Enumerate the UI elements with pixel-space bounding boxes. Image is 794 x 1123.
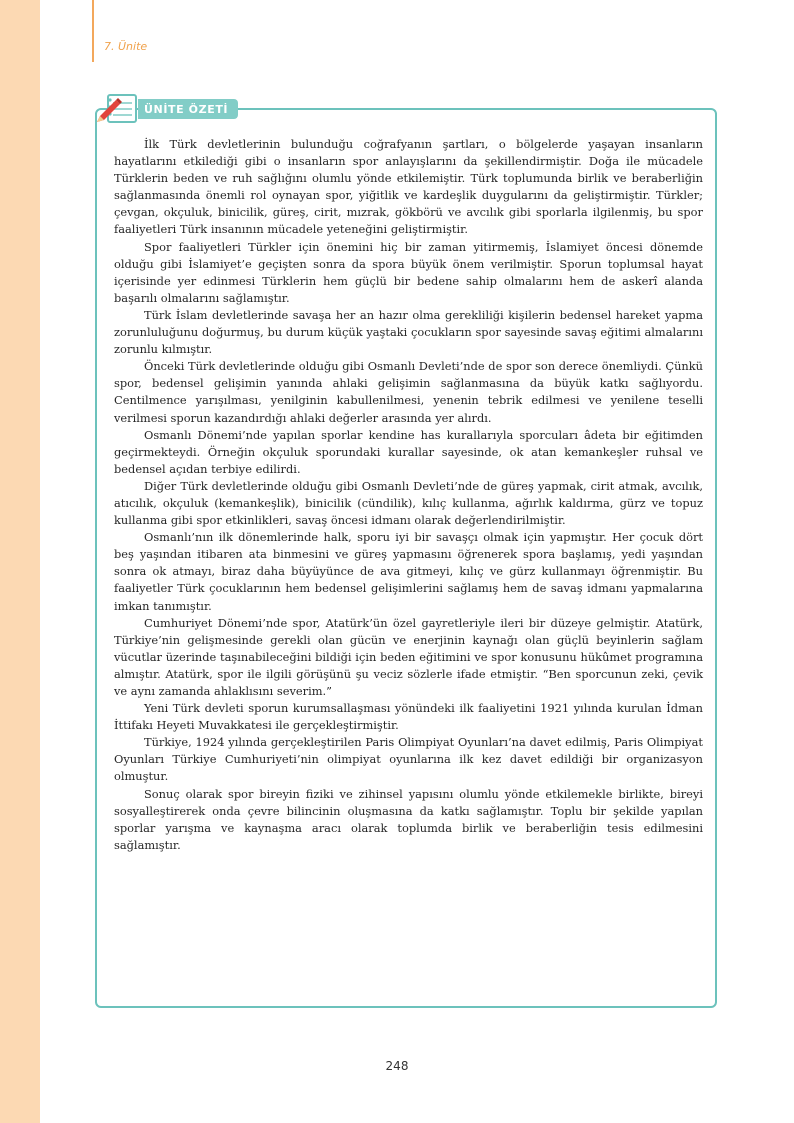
summary-heading: ÜNİTE ÖZETİ xyxy=(144,102,229,116)
summary-paragraph: Cumhuriyet Dönemi’nde spor, Atatürk’ün özel gayretleriyle ileri bir düzeye gelmiştir. Atatürk, Türkiye’nin gelişmesinde gerekli olan gücün ve enerjinin kaynağı olan güçlü beyinlerin sağlam vücutlar üzerinde taşınabileceğini bildiği için beden eğitimini ve spor konusunu hükûmet programına almıştır. Atatürk, spor ile ilgili görüşünü şu veciz sözlerle ifade etmiştir. “Ben sporcunun zeki, çevik ve aynı zamanda ahlaklısını severim.” xyxy=(114,615,703,698)
summary-heading-tab xyxy=(138,99,238,119)
summary-paragraph: Osmanlı’nın ilk dönemlerinde halk, sporu iyi bir savaşçı olmak için yapmıştır. Her çocuk dört beş yaşından itibaren ata binmesini ve güreş yapmasını öğrenerek spora başlamış, yedi yaşından sonra ok atmayı, biraz daha büyüyünce de ava gitmeyi, kılıç ve gürz kullanmayı öğrenmiştir. Bu faaliyetler Türk çocuklarının hem bedensel gelişimlerini sağlamış hem de savaş idmanı yapmalarına imkan tanımıştır. xyxy=(114,530,703,613)
summary-paragraph: Türkiye, 1924 yılında gerçekleştirilen Paris Olimpiyat Oyunları’na davet edilmiş, Paris Olimpiyat Oyunları Türkiye Cumhuriyeti’nin olimpiyat oyunlarına ilk kez davet edildiği bir organizasyon olmuştur. xyxy=(114,735,703,784)
summary-paragraph: Diğer Türk devletlerinde olduğu gibi Osmanlı Devleti’nde de güreş yapmak, cirit atmak, avcılık, atıcılık, okçuluk (kemankeşlik), binicilik (cündilik), kılıç kullanma, ağırlık kaldırma, gürz ve topuz kullanma gibi spor etkinlikleri, savaş öncesi idmanı olarak değerlendirilmiştir. xyxy=(114,478,703,528)
summary-paragraph: Sonuç olarak spor bireyin fiziki ve zihinsel yapısını olumlu yönde etkilemekle birlikte, bireyi sosyalleştirerek onda çevre bilincinin oluşmasına da katkı sağlamıştır. Toplu bir şekilde yapılan sporlar yarışma ve kaynaşma aracı olarak toplumda birlik ve beraberliğin tesis edilmesini sağlamıştır. xyxy=(114,786,703,852)
unit-label: 7. Ünite xyxy=(104,40,148,53)
summary-text xyxy=(114,136,703,854)
page-number: 248 xyxy=(385,1059,409,1073)
summary-paragraph: Önceki Türk devletlerinde olduğu gibi Osmanlı Devleti’nde de spor son derece önemliydi. Çünkü spor, bedensel gelişimin yanında ahlaki gelişimin sağlanmasına da büyük katkı sağlıyordu. Centilmence yarışılması, yenilginin kabullenilmesi, yenenin tebrik edilmesi ve yenilene teselli verilmesi sporun kazandırdığı ahlaki değerler arasında yer alırdı. xyxy=(114,359,703,425)
summary-paragraph: Türk İslam devletlerinde savaşa her an hazır olma gerekliliği kişilerin bedensel hareket yapma zorunluluğunu doğurmuş, bu durum küçük yaştaki çocukların spor sayesinde savaş eğitimi almalarını zorunlu kılmıştır. xyxy=(114,307,703,357)
side-color-band xyxy=(0,0,40,1123)
header-rule xyxy=(92,0,94,62)
summary-paragraph: Spor faaliyetleri Türkler için önemini hiç bir zaman yitirmemiş, İslamiyet öncesi dönemde olduğu gibi İslamiyet’e geçişten sonra da spora büyük önem verilmiştir. Sporun toplumsal hayat içerisinde yer edinmesi Türklerin hem güçlü bir bedene sahip olmalarını hem de askerî alanda başarılı olmalarını sağlamıştır. xyxy=(114,239,703,305)
summary-paragraph: Yeni Türk devleti sporun kurumsallaşması yönündeki ilk faaliyetini 1921 yılında kurulan İdman İttifakı Heyeti Muvakkatesi ile gerçekleştirmiştir. xyxy=(114,701,703,733)
summary-paragraph: Osmanlı Dönemi’nde yapılan sporlar kendine has kurallarıyla sporcuları âdeta bir eğitimden geçirmekteydi. Örneğin okçuluk sporundaki kurallar sayesinde, ok atan kemankeşler ruhsal ve bedensel açıdan terbiye edilirdi. xyxy=(114,427,703,476)
pencil-notebook-icon xyxy=(94,92,142,126)
summary-paragraph: İlk Türk devletlerinin bulunduğu coğrafyanın şartları, o bölgelerde yaşayan insanların hayatlarını etkilediği gibi o insanların spor anlayışlarını da şekillendirmiştir. Doğa ile mücadele Türklerin beden ve ruh sağlığını olumlu yönde etkilemiştir. Türk toplumunda birlik ve beraberliğin sağlanmasında önemli rol oynayan spor, yiğitlik ve kardeşlik duygularını da geliştirmiştir. Türkler; çevgan, okçuluk, binicilik, güreş, cirit, mızrak, gökbörü ve avcılık gibi sporlarla ilgilenmiş, bu spor faaliyetleri Türk insanının mücadele yeteneğini geliştirmiştir. xyxy=(114,137,703,237)
